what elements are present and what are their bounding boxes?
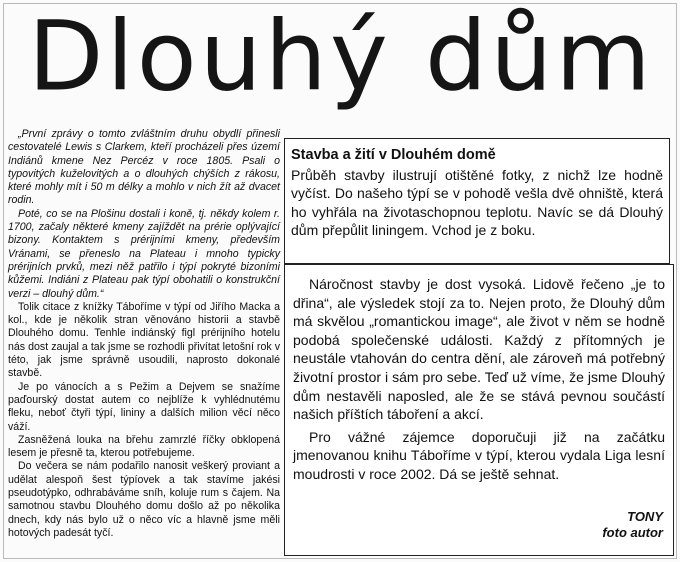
body-paragraph-5: Zasněžená louka na břehu zamrzlé říčky obklopená lesem je přesně ta, kterou potřebujeme. <box>8 433 280 460</box>
sidebar-box-top <box>284 138 670 264</box>
body-paragraph-4: Je po vánocích a s Pežim a Dejvem se snažíme paďourský dostat autem co nejblíže k vyhlédnutému fleku, neboť čtyři týpí, lininy a dalších milion věcí něco váží. <box>8 380 280 433</box>
quote-paragraph-2: Poté, co se na Plošinu dostali i koně, tj. někdy kolem r. 1700, začaly některé kmeny zajíždět na prérie oplývající bizony. Kontaktem s prérijními kmeny, především Vránami, se přeneslo na Plateau i mnoho typicky prérijních prvků, mezi něž patřilo i týpí pokryté bizoními kůžemi. Indiáni z Plateau pak týpí obohatili o konstrukční verzi – dlouhý dům.“ <box>8 207 280 300</box>
body-paragraph-3: Tolik citace z knížky Táboříme v týpí od Jiřího Macka a kol., kde je několik stran věnováno historii a stavbě Dlouhého domu. Tenhle indiánský figl prérijního hotelu nás dost zaujal a tak jsme se rozhodli přivítat letošní rok v této, jak jsme správně usoudili, naprosto dokonalé stavbě. <box>8 300 280 380</box>
box-bottom-paragraph-2: Pro vážné zájemce doporučuji již na začátku jmenovanou knihu Táboříme v týpí, kterou vydala Liga lesní moudrosti v roce 2002. Dá se ještě sehnat. <box>293 428 665 482</box>
box-bottom-paragraph-1: Náročnost stavby je dost vysoká. Lidově řečeno „je to dřina“, ale výsledek stojí za to. Nejen proto, že Dlouhý dům má skvělou „romantickou image“, ale život v něm se hodně podobá společenské události. Každý z přítomných je neustále vtahován do centra dění, ale zároveň má potřebný životní prostor i sám pro sebe. Teď už víme, že jsme Dlouhý dům nestavěli naposled, ale že se stává pevnou součástí našich příštích táboření a akcí. <box>293 276 665 423</box>
box-top-text: Průběh stavby ilustrují otištěné fotky, z nichž lze hodně vyčíst. Do našeho týpí se v pohodě vešla dvě ohniště, která ho vyhřála na životaschopnou teplotu. Navíc se dá Dlouhý dům přepůlit liningem. Vchod je z boku. <box>291 167 663 239</box>
box-top-body <box>291 166 663 240</box>
left-column <box>8 128 280 540</box>
body-paragraph-6: Do večera se nám podařilo nanosit veškerý proviant a udělat alespoň šest týpíovek a tak stavíme jakési pseudotýpko, odhrabáváme sníh, koluje rum s čajem. Na samotnou stavbu Dlouhého domu došlo až po několika dnech, kdy nás bylo už o něco víc a hlavně jsme měli hotových padesát tyčí. <box>8 460 280 539</box>
author-name: TONY <box>627 509 663 524</box>
sidebar-box-bottom <box>284 264 674 556</box>
headline: Dlouhý dům <box>28 1 654 113</box>
quote-paragraph-1: „První zprávy o tomto zvláštním druhu obydlí přinesli cestovatelé Lewis s Clarkem, kteří procházeli přes území Indiánů kmene Nez Percéz v roce 1805. Psali o typovitých kuželovitých a o dlouhých chýších z rákosu, které mohly mít i 50 m délky a mohlo v nich žít až dvacet rodin. <box>8 128 280 207</box>
photo-credit: foto autor <box>602 525 663 540</box>
signature <box>602 509 663 541</box>
box-heading: Stavba a žití v Dlouhém domě <box>291 147 496 163</box>
box-bottom-body <box>293 275 665 484</box>
